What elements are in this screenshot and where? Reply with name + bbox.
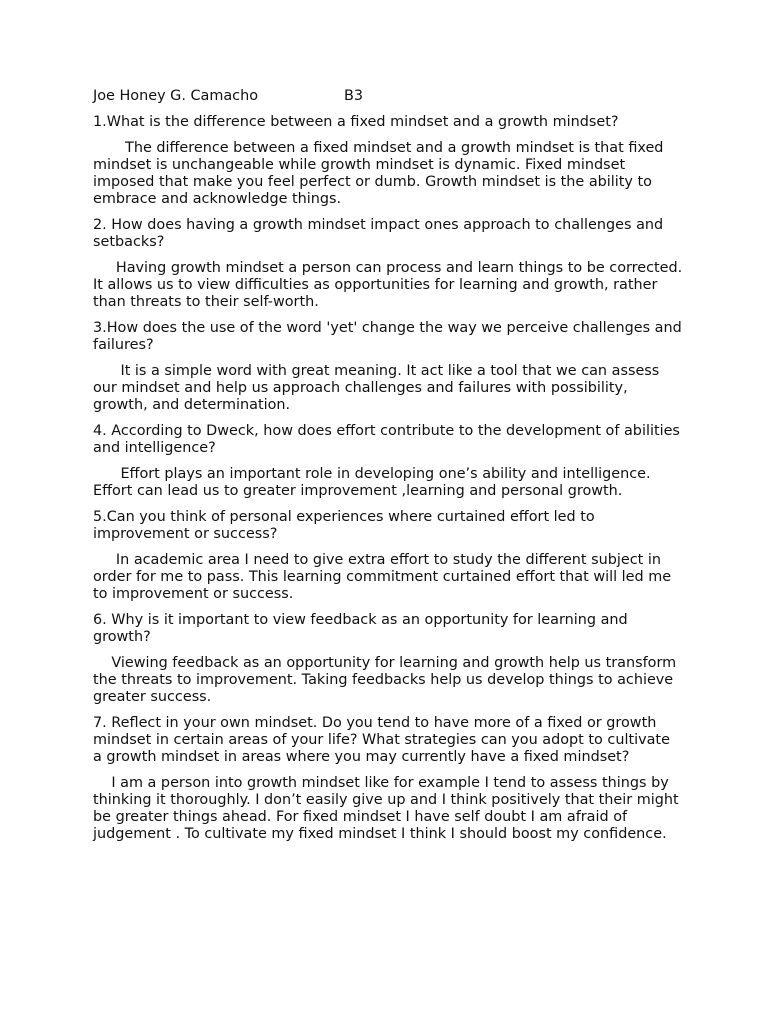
question-2: 2. How does having a growth mindset impact ones approach to challenges and setbacks? xyxy=(93,217,664,250)
answer-text: Viewing feedback as an opportunity for learning and growth help us transform the threats to improvement. Taking feedbacks help us develop things to achieve greater success. xyxy=(93,655,677,705)
answer-5 xyxy=(93,552,683,603)
answer-indent xyxy=(93,552,116,568)
question-6: 6. Why is it important to view feedback as an opportunity for learning and growth? xyxy=(93,612,628,645)
answer-indent xyxy=(93,260,116,276)
question-7: 7. Reflect in your own mindset. Do you tend to have more of a fixed or growth mindset in certain areas of your life? What strategies can you adopt to cultivate a growth mindset in areas where you may currently have a fixed mindset? xyxy=(93,715,670,765)
document-header xyxy=(93,88,683,105)
answer-2 xyxy=(93,260,683,311)
answer-indent xyxy=(93,775,111,791)
question-5: 5.Can you think of personal experiences where curtained effort led to improvement or success? xyxy=(93,509,595,542)
answer-7 xyxy=(93,775,683,843)
answer-indent xyxy=(93,655,111,671)
answer-text: It is a simple word with great meaning. It act like a tool that we can assess our mindset and help us approach challenges and failures with possibility, growth, and determination. xyxy=(93,363,660,413)
answer-indent xyxy=(93,466,120,482)
student-name: Joe Honey G. Camacho xyxy=(93,88,259,104)
section-label: B3 xyxy=(344,88,364,104)
question-3: 3.How does the use of the word 'yet' change the way we perceive challenges and failures? xyxy=(93,320,682,353)
answer-indent xyxy=(93,140,125,156)
answer-1 xyxy=(93,140,683,208)
document-page xyxy=(93,88,683,852)
answer-text: In academic area I need to give extra effort to study the different subject in order for me to pass. This learning commitment curtained effort that will led me to improvement or success. xyxy=(93,552,672,602)
answer-indent xyxy=(93,363,120,379)
answer-text: I am a person into growth mindset like for example I tend to assess things by thinking it thoroughly. I don’t easily give up and I think positively that their might be greater things ahead. For fixed mindset I have self doubt I am afraid of judgement . To cultivate my fixed mindset I think I should boost my confidence. xyxy=(93,775,679,842)
answer-6 xyxy=(93,655,683,706)
answer-text: Effort plays an important role in developing one’s ability and intelligence. Effort can lead us to greater improvement ,learning and personal growth. xyxy=(93,466,651,499)
answer-3 xyxy=(93,363,683,414)
answer-4 xyxy=(93,466,683,500)
question-4: 4. According to Dweck, how does effort contribute to the development of abilities and intelligence? xyxy=(93,423,680,456)
question-1: 1.What is the difference between a fixed mindset and a growth mindset? xyxy=(93,114,619,130)
answer-text: The difference between a fixed mindset and a growth mindset is that fixed mindset is unchangeable while growth mindset is dynamic. Fixed mindset imposed that make you feel perfect or dumb. Growth mindset is the ability to embrace and acknowledge things. xyxy=(93,140,664,207)
answer-text: Having growth mindset a person can process and learn things to be corrected. It allows us to view difficulties as opportunities for learning and growth, rather than threats to their self-worth. xyxy=(93,260,683,310)
